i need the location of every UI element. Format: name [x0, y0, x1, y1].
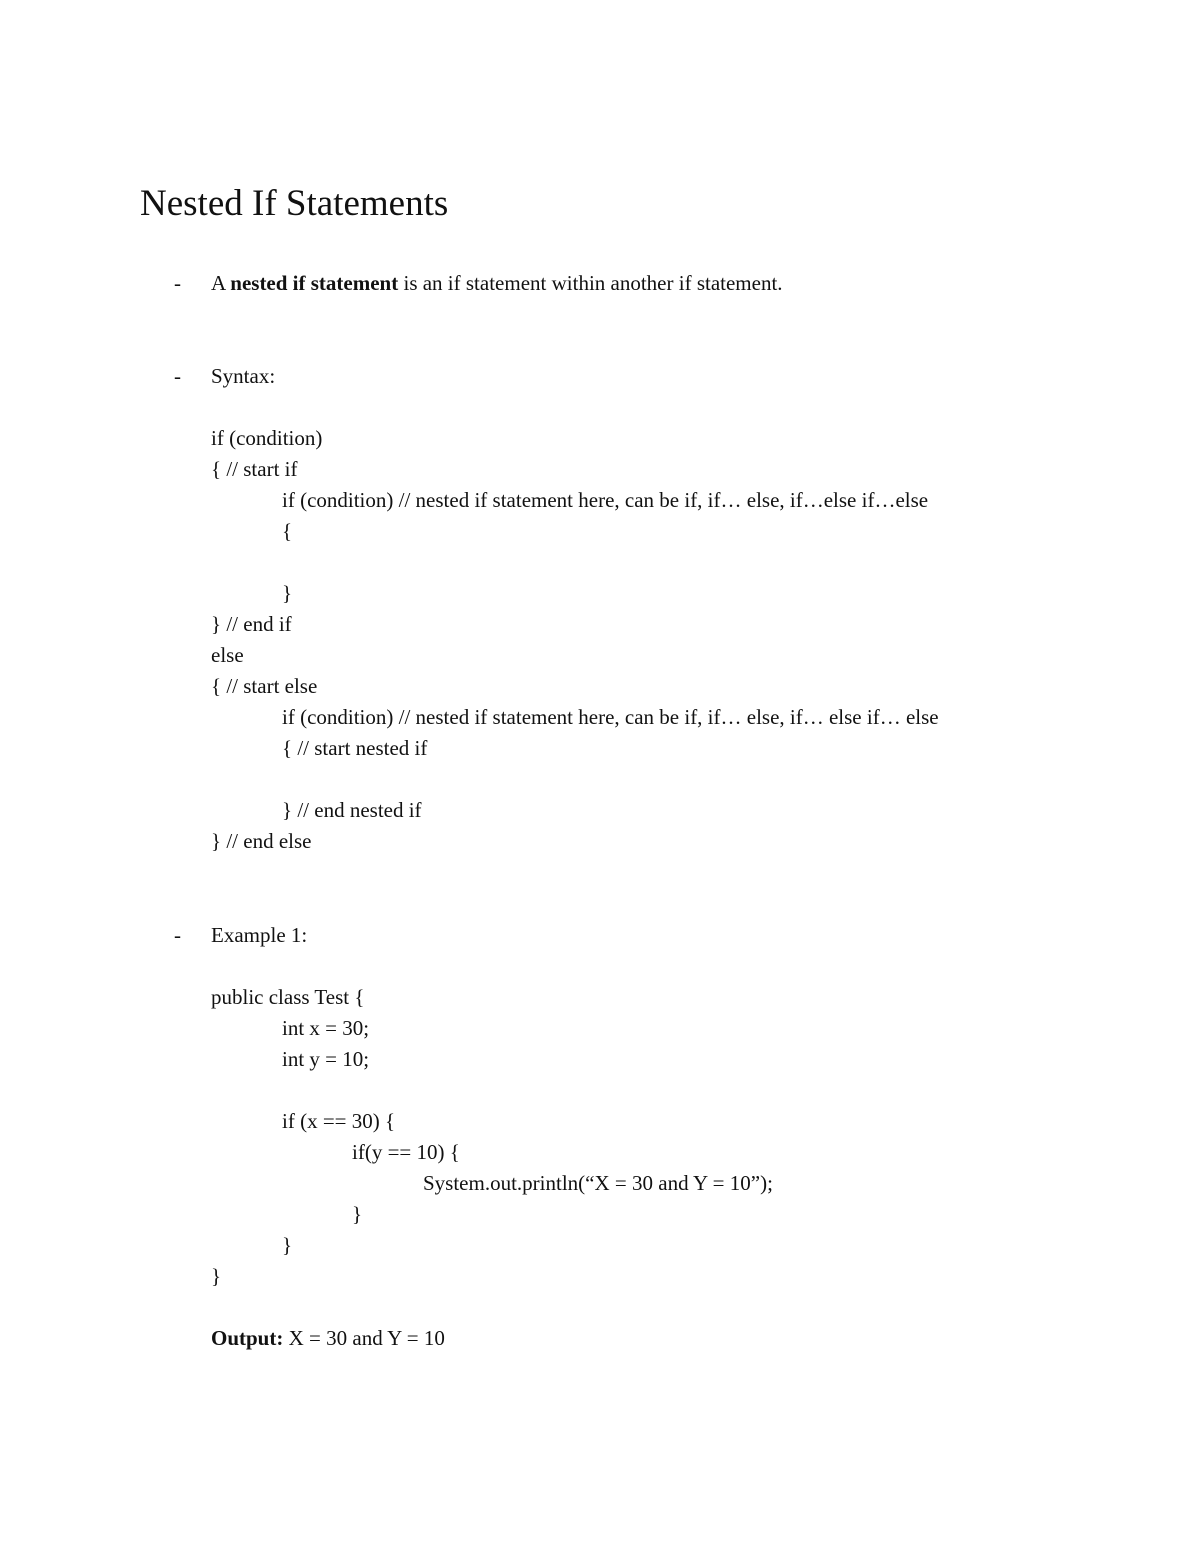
output-line [211, 1324, 445, 1352]
code-line: } // end else [211, 829, 312, 853]
code-line: } [352, 1202, 363, 1226]
definition-term: nested if statement [230, 271, 399, 295]
definition-rest: is an if statement within another if statement. [403, 271, 783, 295]
code-line: } [282, 581, 293, 605]
output-value: X = 30 and Y = 10 [288, 1326, 445, 1350]
code-line: if (condition) [211, 426, 323, 450]
definition-text [211, 269, 783, 297]
code-line: if(y == 10) { [352, 1140, 460, 1164]
code-line: int x = 30; [282, 1016, 370, 1040]
bullet-marker: - [174, 923, 181, 947]
code-line: { // start nested if [282, 736, 428, 760]
syntax-heading: Syntax: [211, 364, 276, 388]
code-line: } [211, 1264, 222, 1288]
code-line: public class Test { [211, 985, 365, 1009]
code-line: System.out.println(“X = 30 and Y = 10”); [423, 1171, 773, 1195]
code-line: { [282, 519, 293, 543]
code-line: } [282, 1233, 293, 1257]
example-heading: Example 1: [211, 923, 308, 947]
code-line: int y = 10; [282, 1047, 370, 1071]
code-line: } // end if [211, 612, 292, 636]
output-label: Output: [211, 1326, 284, 1350]
definition-article: A [211, 271, 226, 295]
code-line: else [211, 643, 244, 667]
code-line: if (x == 30) { [282, 1109, 396, 1133]
code-line: } // end nested if [282, 798, 422, 822]
code-line: { // start if [211, 457, 298, 481]
page-title: Nested If Statements [140, 183, 449, 224]
bullet-marker: - [174, 271, 181, 295]
code-line: if (condition) // nested if statement here, can be if, if… else, if… else if… else [282, 705, 939, 729]
bullet-marker: - [174, 364, 181, 388]
code-line: if (condition) // nested if statement here, can be if, if… else, if…else if…else [282, 488, 929, 512]
code-line: { // start else [211, 674, 318, 698]
